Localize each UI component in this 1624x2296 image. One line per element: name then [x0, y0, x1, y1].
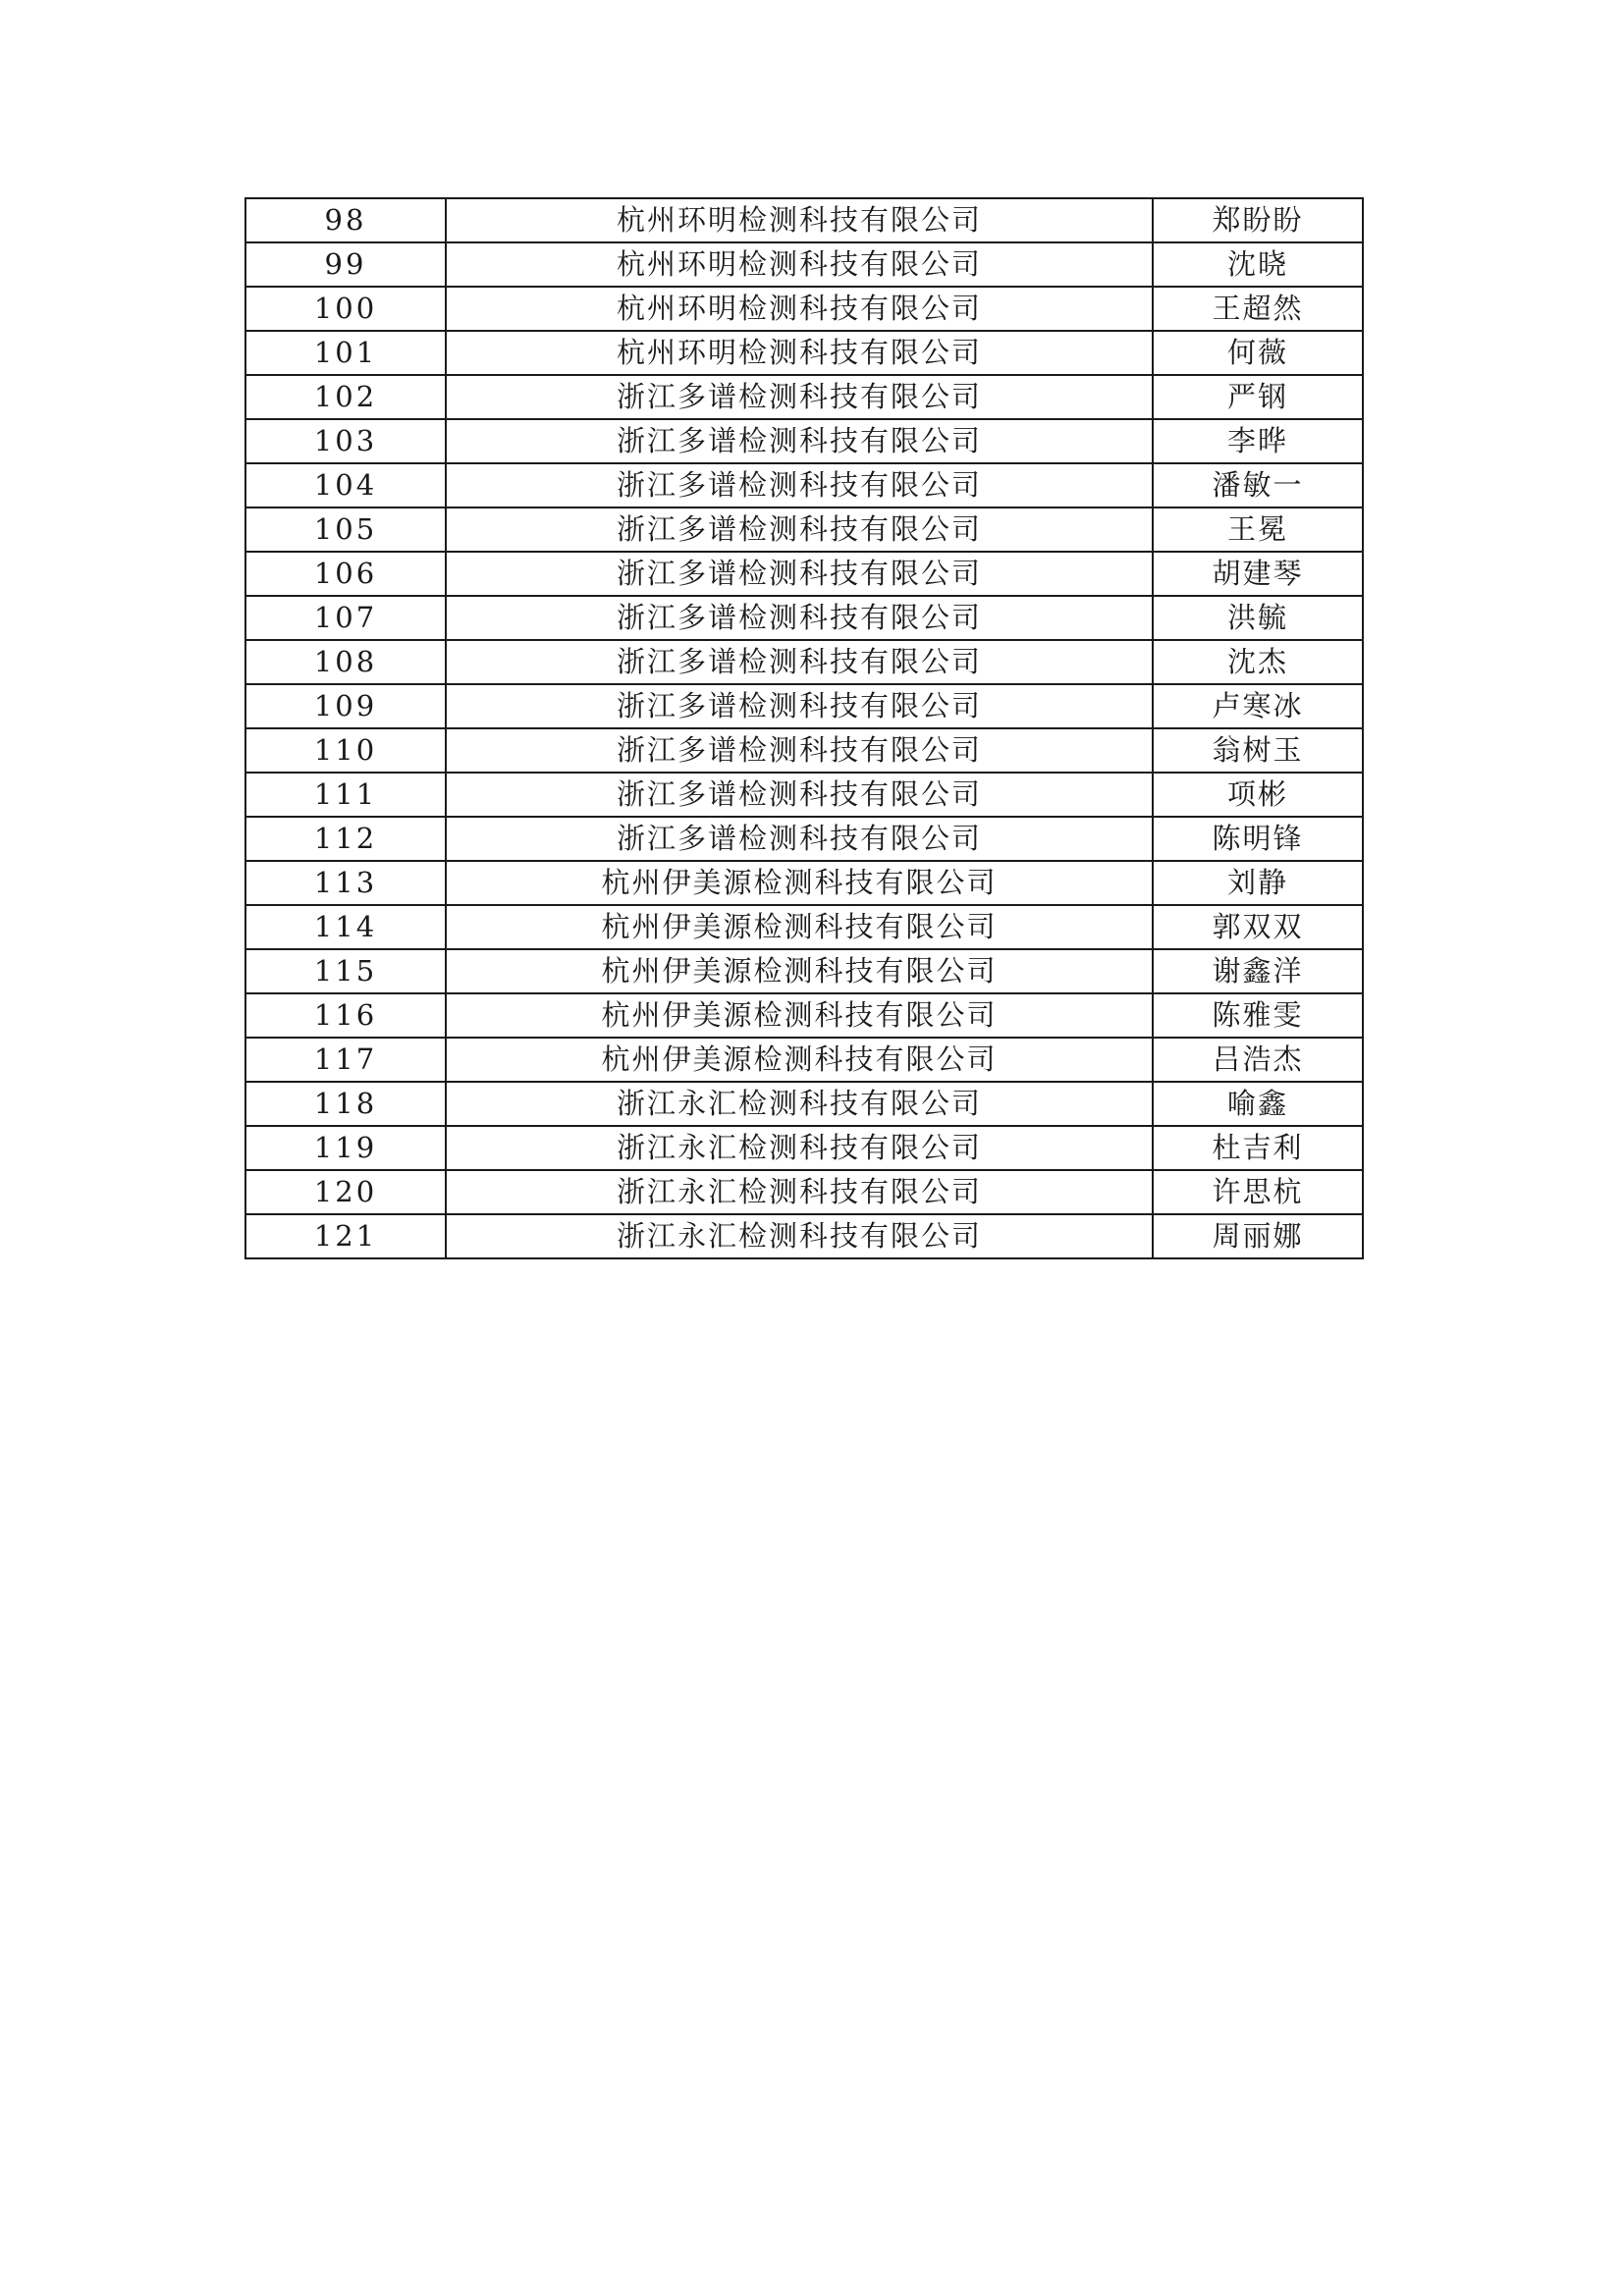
table-row — [245, 993, 1363, 1038]
table-row — [245, 728, 1363, 773]
person-name-cell: 翁树玉 — [1153, 728, 1363, 773]
person-name-cell: 陈明锋 — [1153, 817, 1363, 861]
company-name-cell: 浙江多谱检测科技有限公司 — [446, 419, 1153, 463]
company-name-cell: 浙江永汇检测科技有限公司 — [446, 1170, 1153, 1214]
row-number-cell: 108 — [245, 640, 446, 684]
company-name-cell: 杭州伊美源检测科技有限公司 — [446, 861, 1153, 905]
company-name-cell: 浙江多谱检测科技有限公司 — [446, 375, 1153, 419]
person-name-cell: 王超然 — [1153, 287, 1363, 331]
row-number-cell: 121 — [245, 1214, 446, 1258]
row-number-cell: 113 — [245, 861, 446, 905]
person-name-cell: 胡建琴 — [1153, 552, 1363, 596]
company-name-cell: 杭州环明检测科技有限公司 — [446, 198, 1153, 242]
person-name-cell: 卢寒冰 — [1153, 684, 1363, 728]
person-name-cell: 吕浩杰 — [1153, 1038, 1363, 1082]
company-name-cell: 杭州伊美源检测科技有限公司 — [446, 1038, 1153, 1082]
table-row — [245, 1038, 1363, 1082]
company-name-cell: 浙江永汇检测科技有限公司 — [446, 1214, 1153, 1258]
company-name-cell: 浙江永汇检测科技有限公司 — [446, 1082, 1153, 1126]
person-name-cell: 杜吉利 — [1153, 1126, 1363, 1170]
row-number-cell: 105 — [245, 507, 446, 552]
row-number-cell: 116 — [245, 993, 446, 1038]
company-name-cell: 杭州环明检测科技有限公司 — [446, 331, 1153, 375]
company-name-cell: 浙江多谱检测科技有限公司 — [446, 684, 1153, 728]
table-row — [245, 287, 1363, 331]
company-name-cell: 浙江多谱检测科技有限公司 — [446, 596, 1153, 640]
company-name-cell: 浙江多谱检测科技有限公司 — [446, 507, 1153, 552]
company-name-cell: 杭州伊美源检测科技有限公司 — [446, 949, 1153, 993]
row-number-cell: 119 — [245, 1126, 446, 1170]
table-row — [245, 640, 1363, 684]
company-name-cell: 浙江多谱检测科技有限公司 — [446, 728, 1153, 773]
company-name-cell: 杭州环明检测科技有限公司 — [446, 287, 1153, 331]
table-row — [245, 1082, 1363, 1126]
person-name-cell: 王冕 — [1153, 507, 1363, 552]
table-row — [245, 242, 1363, 287]
table-row — [245, 596, 1363, 640]
row-number-cell: 104 — [245, 463, 446, 507]
row-number-cell: 100 — [245, 287, 446, 331]
row-number-cell: 120 — [245, 1170, 446, 1214]
company-name-cell: 浙江多谱检测科技有限公司 — [446, 640, 1153, 684]
person-name-cell: 沈杰 — [1153, 640, 1363, 684]
row-number-cell: 98 — [245, 198, 446, 242]
person-name-cell: 郑盼盼 — [1153, 198, 1363, 242]
person-name-cell: 陈雅雯 — [1153, 993, 1363, 1038]
table-row — [245, 817, 1363, 861]
personnel-table-body — [245, 198, 1363, 1258]
person-name-cell: 沈晓 — [1153, 242, 1363, 287]
row-number-cell: 99 — [245, 242, 446, 287]
row-number-cell: 102 — [245, 375, 446, 419]
row-number-cell: 112 — [245, 817, 446, 861]
person-name-cell: 李晔 — [1153, 419, 1363, 463]
row-number-cell: 111 — [245, 773, 446, 817]
row-number-cell: 118 — [245, 1082, 446, 1126]
row-number-cell: 107 — [245, 596, 446, 640]
person-name-cell: 潘敏一 — [1153, 463, 1363, 507]
table-row — [245, 552, 1363, 596]
table-row — [245, 905, 1363, 949]
table-row — [245, 419, 1363, 463]
person-name-cell: 许思杭 — [1153, 1170, 1363, 1214]
person-name-cell: 何薇 — [1153, 331, 1363, 375]
table-row — [245, 1170, 1363, 1214]
person-name-cell: 喻鑫 — [1153, 1082, 1363, 1126]
row-number-cell: 109 — [245, 684, 446, 728]
company-name-cell: 浙江多谱检测科技有限公司 — [446, 552, 1153, 596]
person-name-cell: 谢鑫洋 — [1153, 949, 1363, 993]
row-number-cell: 115 — [245, 949, 446, 993]
table-row — [245, 861, 1363, 905]
person-name-cell: 郭双双 — [1153, 905, 1363, 949]
table-row — [245, 198, 1363, 242]
table-row — [245, 773, 1363, 817]
table-row — [245, 1214, 1363, 1258]
company-name-cell: 杭州伊美源检测科技有限公司 — [446, 993, 1153, 1038]
row-number-cell: 117 — [245, 1038, 446, 1082]
table-row — [245, 507, 1363, 552]
company-name-cell: 浙江多谱检测科技有限公司 — [446, 773, 1153, 817]
table-row — [245, 375, 1363, 419]
personnel-table — [244, 197, 1364, 1259]
row-number-cell: 103 — [245, 419, 446, 463]
company-name-cell: 浙江多谱检测科技有限公司 — [446, 817, 1153, 861]
person-name-cell: 周丽娜 — [1153, 1214, 1363, 1258]
company-name-cell: 杭州伊美源检测科技有限公司 — [446, 905, 1153, 949]
company-name-cell: 浙江永汇检测科技有限公司 — [446, 1126, 1153, 1170]
table-row — [245, 331, 1363, 375]
person-name-cell: 刘静 — [1153, 861, 1363, 905]
company-name-cell: 浙江多谱检测科技有限公司 — [446, 463, 1153, 507]
row-number-cell: 101 — [245, 331, 446, 375]
person-name-cell: 项彬 — [1153, 773, 1363, 817]
person-name-cell: 严钢 — [1153, 375, 1363, 419]
company-name-cell: 杭州环明检测科技有限公司 — [446, 242, 1153, 287]
person-name-cell: 洪毓 — [1153, 596, 1363, 640]
table-row — [245, 1126, 1363, 1170]
table-row — [245, 684, 1363, 728]
table-row — [245, 463, 1363, 507]
table-row — [245, 949, 1363, 993]
row-number-cell: 110 — [245, 728, 446, 773]
row-number-cell: 114 — [245, 905, 446, 949]
row-number-cell: 106 — [245, 552, 446, 596]
